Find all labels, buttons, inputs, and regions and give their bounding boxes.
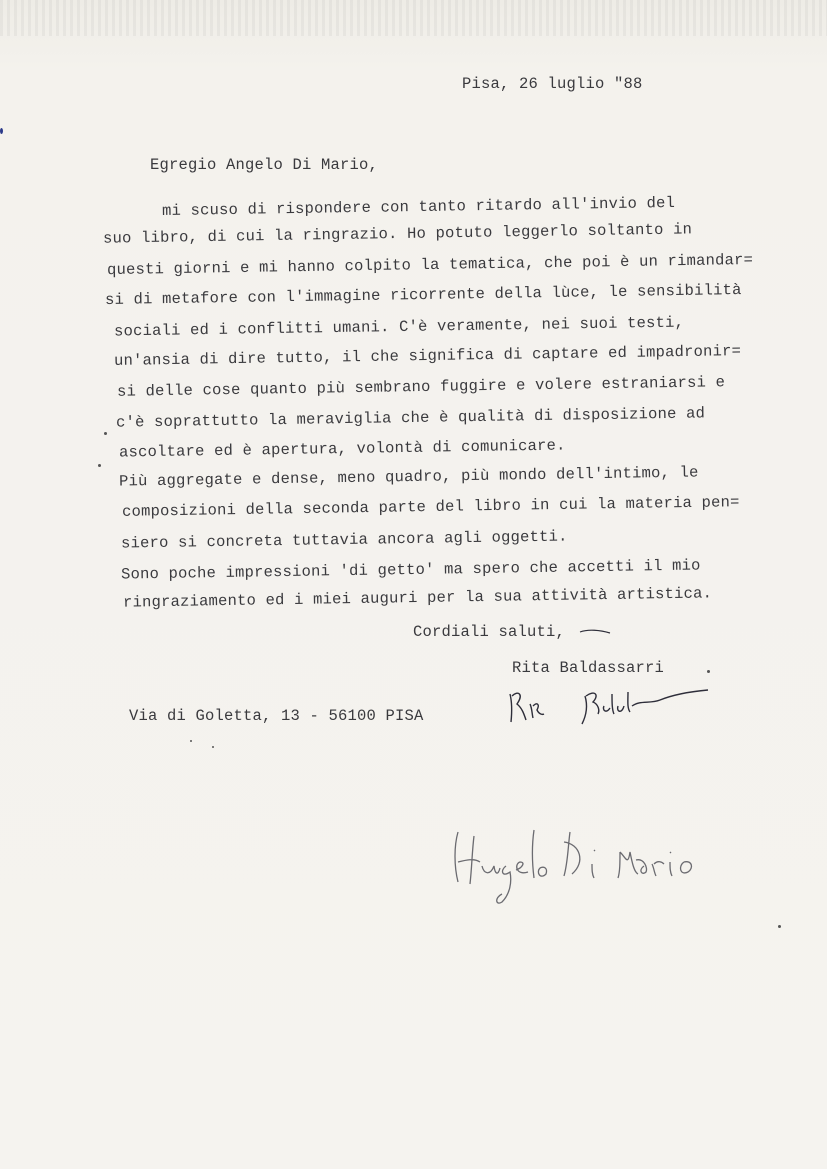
letter-closing: Cordiali saluti, xyxy=(413,623,566,641)
body-line: Sono poche impressioni 'di getto' ma spero che accetti il mio xyxy=(120,556,701,584)
sender-signature xyxy=(500,678,715,728)
sender-name: Rita Baldassarri xyxy=(512,659,665,677)
paper-speck xyxy=(778,925,781,928)
body-line: sociali ed i conflitti umani. C'è veramente, nei suoi testi, xyxy=(113,313,685,341)
body-line: ascoltare ed è apertura, volontà di comunicare. xyxy=(118,436,566,462)
body-line: Più aggregate e dense, meno quadro, più mondo dell'intimo, le xyxy=(118,463,699,491)
closing-pen-stroke xyxy=(578,626,612,638)
body-line: questi giorni e mi hanno colpito la tematica, che poi è un rimandar= xyxy=(106,250,754,280)
letter-date: Pisa, 26 luglio "88 xyxy=(462,75,643,93)
sender-address: Via di Goletta, 13 - 56100 PISA xyxy=(129,707,424,725)
paper-speck xyxy=(212,746,214,748)
paper-speck xyxy=(0,128,3,134)
paper-speck xyxy=(190,740,192,742)
body-line: si di metafore con l'immagine ricorrente della lùce, le sensibilità xyxy=(104,281,742,309)
body-line: ringraziamento ed i miei auguri per la sua attività artistica. xyxy=(122,584,713,612)
paper-speck xyxy=(707,670,710,673)
body-line: suo libro, di cui la ringrazio. Ho potuto leggerlo soltanto in xyxy=(102,220,693,248)
body-line: c'è soprattutto la meraviglia che è qualità di disposizione ad xyxy=(115,404,706,432)
paper-speck xyxy=(98,464,101,467)
paper-speck xyxy=(104,432,107,435)
recipient-autograph xyxy=(440,822,720,912)
body-line: un'ansia di dire tutto, il che significa di captare ed impadronir= xyxy=(113,342,742,370)
body-line: composizioni della seconda parte del libro in cui la materia pen= xyxy=(121,493,740,521)
body-line: mi scuso di rispondere con tanto ritardo all'invio del xyxy=(161,193,676,221)
body-line: siero si concreta tuttavia ancora agli oggetti. xyxy=(120,527,568,553)
body-line: si delle cose quanto più sembrano fuggire e volere estraniarsi e xyxy=(116,373,726,401)
paper-top-edge xyxy=(0,0,827,36)
letter-greeting: Egregio Angelo Di Mario, xyxy=(150,156,379,174)
